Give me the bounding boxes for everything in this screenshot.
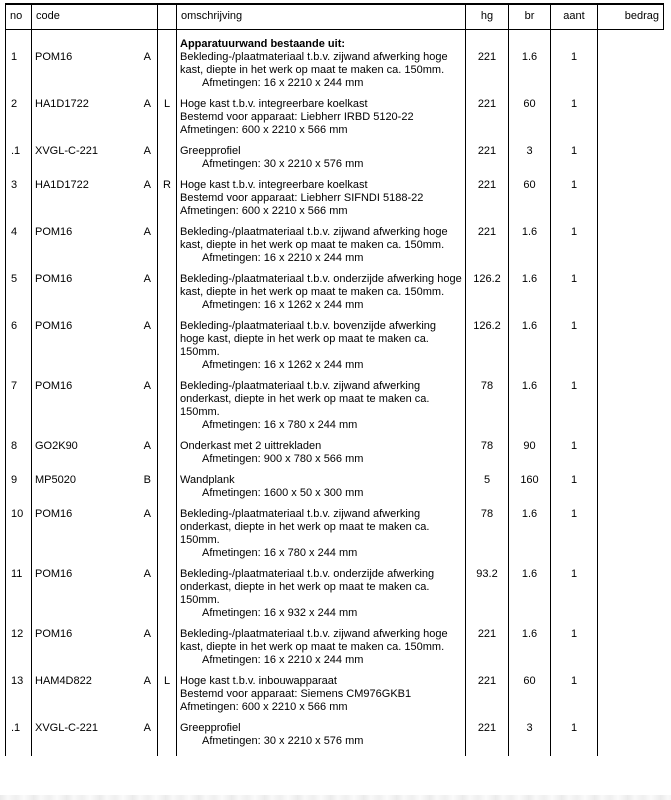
row-side-cell (158, 508, 177, 568)
col-header-hg: hg (466, 4, 509, 29)
row-variant-value: A (143, 627, 151, 640)
row-br-cell (509, 145, 551, 179)
table-row (6, 320, 664, 380)
row-no-cell (6, 226, 32, 273)
row-br-value: 1.6 (521, 567, 538, 580)
row-bedrag-cell (598, 145, 664, 179)
row-no-value: 2 (11, 97, 18, 110)
row-aant-value: 1 (570, 674, 578, 687)
row-bedrag-cell (598, 29, 664, 98)
row-bedrag-cell (598, 440, 664, 474)
row-hg-value: 221 (477, 721, 497, 734)
row-bedrag-cell (598, 179, 664, 226)
row-code-cell (32, 98, 158, 145)
row-hg-value: 221 (477, 97, 497, 110)
row-code-value: POM16 (35, 225, 73, 238)
row-no-value: 5 (11, 272, 18, 285)
row-side-cell (158, 145, 177, 179)
row-hg-value: 78 (480, 439, 494, 452)
table-header (6, 4, 664, 29)
row-aant-value: 1 (570, 144, 578, 157)
row-hg-cell (466, 474, 509, 508)
row-hg-value: 221 (477, 225, 497, 238)
row-no-value: 11 (11, 567, 23, 580)
row-code-cell (32, 320, 158, 380)
row-no-cell (6, 320, 32, 380)
row-hg-cell (466, 568, 509, 628)
row-bedrag-cell (598, 474, 664, 508)
row-side-cell (158, 29, 177, 98)
row-no-value: 9 (11, 473, 18, 486)
row-no-cell (6, 675, 32, 722)
row-hg-cell (466, 380, 509, 440)
col-header-aant: aant (551, 4, 598, 29)
description-line: Bekleding-/plaatmateriaal t.b.v. bovenzijde afwerking hoge kast, diepte in het werk op maat te maken ca. 150mm. (180, 319, 436, 358)
row-no-value: .1 (11, 144, 21, 157)
table-row (6, 474, 664, 508)
row-bedrag-cell (598, 568, 664, 628)
row-aant-value: 1 (570, 473, 578, 486)
row-no-value: 3 (11, 178, 18, 191)
row-aant-value: 1 (570, 379, 578, 392)
description-dimensions: Afmetingen: 16 x 932 x 244 mm (202, 606, 358, 619)
row-hg-value: 221 (477, 50, 497, 63)
description-dimensions: Afmetingen: 16 x 2210 x 244 mm (202, 251, 364, 264)
description-dimensions: Afmetingen: 16 x 1262 x 244 mm (202, 358, 364, 371)
description-line: Hoge kast t.b.v. integreerbare koelkast (180, 97, 368, 110)
row-code-cell (32, 722, 158, 756)
row-side-cell (158, 380, 177, 440)
row-br-value: 1.6 (521, 379, 538, 392)
col-header-no: no (6, 4, 32, 29)
row-code-value: GO2K90 (35, 439, 78, 452)
row-code-cell (32, 508, 158, 568)
description-dimensions: Afmetingen: 16 x 2210 x 244 mm (202, 653, 364, 666)
row-no-cell (6, 145, 32, 179)
row-hg-cell (466, 145, 509, 179)
row-code-cell (32, 179, 158, 226)
row-br-value: 160 (520, 473, 539, 486)
description-line: Afmetingen: 600 x 2210 x 566 mm (180, 204, 348, 217)
row-code-value: POM16 (35, 319, 73, 332)
row-br-cell (509, 675, 551, 722)
row-side-cell (158, 98, 177, 145)
row-bedrag-cell (598, 380, 664, 440)
row-code-cell (32, 273, 158, 320)
row-aant-value: 1 (570, 178, 578, 191)
scan-edge-artifact (0, 795, 671, 800)
description-line: Afmetingen: 600 x 2210 x 566 mm (180, 123, 348, 136)
description-line: Bestemd voor apparaat: Liebherr SIFNDI 5188-22 (180, 191, 424, 204)
description-line: Hoge kast t.b.v. integreerbare koelkast (180, 178, 368, 191)
description-line: Bekleding-/plaatmateriaal t.b.v. zijwand afwerking onderkast, diepte in het werk op maat te maken ca. 150mm. (180, 507, 430, 546)
description-dimensions: Afmetingen: 16 x 780 x 244 mm (202, 546, 358, 559)
row-hg-cell (466, 29, 509, 98)
items-table (5, 3, 664, 756)
row-br-value: 1.6 (521, 319, 538, 332)
row-description (177, 440, 466, 474)
row-side-cell (158, 273, 177, 320)
row-variant-value: A (143, 272, 151, 285)
description-dimensions: Afmetingen: 16 x 780 x 244 mm (202, 418, 358, 431)
table-row (6, 179, 664, 226)
row-side-cell (158, 226, 177, 273)
row-aant-cell (551, 380, 598, 440)
row-br-value: 60 (523, 97, 536, 110)
row-description (177, 226, 466, 273)
description-line: Greepprofiel (180, 144, 241, 157)
row-br-cell (509, 226, 551, 273)
description-line: Bestemd voor apparaat: Liebherr IRBD 5120-22 (180, 110, 414, 123)
row-variant-value: A (143, 144, 151, 157)
row-code-value: POM16 (35, 567, 73, 580)
row-br-cell (509, 440, 551, 474)
row-br-cell (509, 29, 551, 98)
row-hg-cell (466, 226, 509, 273)
row-variant-value: A (143, 379, 151, 392)
row-bedrag-cell (598, 320, 664, 380)
row-bedrag-cell (598, 273, 664, 320)
row-no-cell (6, 722, 32, 756)
row-code-cell (32, 474, 158, 508)
row-no-value: 12 (11, 627, 24, 640)
row-variant-value: A (143, 439, 151, 452)
row-code-value: POM16 (35, 507, 73, 520)
description-line: Bekleding-/plaatmateriaal t.b.v. zijwand afwerking hoge kast, diepte in het werk op maat te maken ca. 150mm. (180, 627, 448, 653)
row-aant-cell (551, 98, 598, 145)
row-no-value: 7 (11, 379, 18, 392)
row-hg-cell (466, 273, 509, 320)
row-no-value: .1 (11, 721, 21, 734)
row-hg-value: 78 (480, 379, 494, 392)
description-line: Afmetingen: 600 x 2210 x 566 mm (180, 700, 348, 713)
row-aant-value: 1 (570, 567, 578, 580)
row-br-value: 3 (526, 721, 533, 734)
row-description (177, 722, 466, 756)
row-hg-cell (466, 320, 509, 380)
table-row (6, 226, 664, 273)
row-description (177, 98, 466, 145)
row-code-value: POM16 (35, 627, 73, 640)
row-no-cell (6, 568, 32, 628)
row-bedrag-cell (598, 98, 664, 145)
row-aant-value: 1 (570, 319, 578, 332)
row-br-cell (509, 568, 551, 628)
row-aant-cell (551, 568, 598, 628)
table-row (6, 628, 664, 675)
row-code-value: XVGL-C-221 (35, 721, 98, 734)
row-bedrag-cell (598, 508, 664, 568)
row-bedrag-cell (598, 628, 664, 675)
row-no-cell (6, 380, 32, 440)
row-description (177, 675, 466, 722)
row-hg-cell (466, 440, 509, 474)
row-br-value: 1.6 (521, 50, 538, 63)
row-aant-value: 1 (570, 97, 578, 110)
table-body (6, 29, 664, 756)
row-no-cell (6, 508, 32, 568)
row-side-value: L (163, 674, 171, 687)
row-aant-value: 1 (570, 721, 578, 734)
row-br-value: 60 (523, 674, 536, 687)
row-aant-cell (551, 29, 598, 98)
row-side-cell (158, 320, 177, 380)
row-hg-cell (466, 179, 509, 226)
row-code-value: HA1D1722 (35, 97, 89, 110)
row-hg-value: 221 (477, 674, 497, 687)
row-br-value: 60 (523, 178, 536, 191)
row-no-value: 13 (11, 674, 24, 687)
row-variant-value: A (143, 97, 151, 110)
row-br-value: 1.6 (521, 507, 538, 520)
row-side-value: R (163, 178, 171, 191)
row-description (177, 145, 466, 179)
row-aant-cell (551, 675, 598, 722)
row-br-cell (509, 320, 551, 380)
description-dimensions: Afmetingen: 1600 x 50 x 300 mm (202, 486, 364, 499)
table-row (6, 675, 664, 722)
row-aant-cell (551, 508, 598, 568)
row-description (177, 474, 466, 508)
row-variant-value: A (143, 225, 151, 238)
row-code-value: POM16 (35, 50, 73, 63)
row-code-cell (32, 440, 158, 474)
row-description (177, 628, 466, 675)
row-hg-value: 221 (477, 178, 497, 191)
description-line: Bekleding-/plaatmateriaal t.b.v. zijwand afwerking onderkast, diepte in het werk op maat te maken ca. 150mm. (180, 379, 430, 418)
row-aant-cell (551, 722, 598, 756)
description-line: Greepprofiel (180, 721, 241, 734)
description-line: Onderkast met 2 uittrekladen (180, 439, 322, 452)
row-side-value: L (163, 97, 171, 110)
row-aant-cell (551, 474, 598, 508)
table-row (6, 380, 664, 440)
row-br-cell (509, 179, 551, 226)
row-description (177, 179, 466, 226)
row-hg-value: 5 (483, 473, 491, 486)
row-no-value: 4 (11, 225, 18, 238)
row-variant-value: A (143, 507, 151, 520)
row-aant-cell (551, 145, 598, 179)
row-br-cell (509, 628, 551, 675)
description-dimensions: Afmetingen: 16 x 1262 x 244 mm (202, 298, 364, 311)
row-br-value: 1.6 (521, 272, 538, 285)
row-code-value: HAM4D822 (35, 674, 92, 687)
row-bedrag-cell (598, 722, 664, 756)
row-code-cell (32, 380, 158, 440)
row-code-value: POM16 (35, 272, 73, 285)
row-side-cell (158, 474, 177, 508)
row-br-cell (509, 380, 551, 440)
row-aant-value: 1 (570, 627, 578, 640)
table-row (6, 29, 664, 98)
row-no-cell (6, 273, 32, 320)
row-br-cell (509, 722, 551, 756)
row-hg-value: 78 (480, 507, 494, 520)
row-aant-cell (551, 440, 598, 474)
row-aant-cell (551, 226, 598, 273)
row-side-cell (158, 675, 177, 722)
row-variant-value: A (143, 50, 151, 63)
description-line: Bekleding-/plaatmateriaal t.b.v. onderzijde afwerking hoge kast, diepte in het werk op maat te maken ca. 150mm. (180, 272, 462, 298)
row-aant-value: 1 (570, 50, 578, 63)
row-side-cell (158, 628, 177, 675)
row-no-cell (6, 440, 32, 474)
row-hg-value: 221 (477, 627, 497, 640)
row-description (177, 568, 466, 628)
row-br-value: 90 (523, 439, 536, 452)
row-no-value: 6 (11, 319, 18, 332)
table-row (6, 145, 664, 179)
col-header-br: br (509, 4, 551, 29)
row-br-value: 1.6 (521, 225, 538, 238)
row-description (177, 273, 466, 320)
row-no-value: 10 (11, 507, 24, 520)
row-aant-cell (551, 628, 598, 675)
row-br-cell (509, 273, 551, 320)
row-side-cell (158, 722, 177, 756)
row-side-cell (158, 440, 177, 474)
row-hg-value: 221 (477, 144, 497, 157)
row-aant-cell (551, 273, 598, 320)
row-aant-cell (551, 320, 598, 380)
row-bedrag-cell (598, 675, 664, 722)
row-aant-value: 1 (570, 225, 578, 238)
row-code-value: HA1D1722 (35, 178, 89, 191)
row-no-cell (6, 98, 32, 145)
row-hg-cell (466, 628, 509, 675)
table-row (6, 273, 664, 320)
row-variant-value: A (143, 721, 151, 734)
row-side-cell (158, 179, 177, 226)
table-row (6, 98, 664, 145)
col-header-side (158, 4, 177, 29)
table-row (6, 508, 664, 568)
row-code-cell (32, 226, 158, 273)
description-dimensions: Afmetingen: 16 x 2210 x 244 mm (202, 76, 364, 89)
row-hg-value: 126.2 (473, 319, 501, 332)
row-variant-value: A (143, 319, 151, 332)
description-line: Wandplank (180, 473, 235, 486)
description-line: Bekleding-/plaatmateriaal t.b.v. onderzijde afwerking onderkast, diepte in het werk op maat te maken ca. 150mm. (180, 567, 435, 606)
row-hg-value: 126.2 (473, 272, 501, 285)
row-code-cell (32, 628, 158, 675)
row-code-cell (32, 145, 158, 179)
row-code-value: XVGL-C-221 (35, 144, 98, 157)
col-header-code: code (32, 4, 158, 29)
description-line: Bestemd voor apparaat: Siemens CM976GKB1 (180, 687, 412, 700)
row-bedrag-cell (598, 226, 664, 273)
row-hg-cell (466, 98, 509, 145)
row-aant-cell (551, 179, 598, 226)
row-code-value: MP5020 (35, 473, 76, 486)
row-aant-value: 1 (570, 507, 578, 520)
description-line: Bekleding-/plaatmateriaal t.b.v. zijwand afwerking hoge kast, diepte in het werk op maat te maken ca. 150mm. (180, 50, 448, 76)
col-header-omschrijving: omschrijving (177, 4, 466, 29)
table-row (6, 568, 664, 628)
row-variant-value: A (143, 674, 151, 687)
table-row (6, 440, 664, 474)
row-hg-cell (466, 675, 509, 722)
row-code-value: POM16 (35, 379, 73, 392)
row-br-value: 3 (526, 144, 533, 157)
row-aant-value: 1 (570, 439, 578, 452)
row-description (177, 29, 466, 98)
row-br-cell (509, 474, 551, 508)
row-no-value: 8 (11, 439, 18, 452)
row-description (177, 320, 466, 380)
description-dimensions: Afmetingen: 30 x 2210 x 576 mm (202, 157, 364, 170)
row-side-cell (158, 568, 177, 628)
row-br-cell (509, 98, 551, 145)
row-no-cell (6, 29, 32, 98)
description-dimensions: Afmetingen: 900 x 780 x 566 mm (202, 452, 364, 465)
row-code-cell (32, 568, 158, 628)
row-no-cell (6, 474, 32, 508)
description-line: Bekleding-/plaatmateriaal t.b.v. zijwand afwerking hoge kast, diepte in het werk op maat te maken ca. 150mm. (180, 225, 448, 251)
row-no-cell (6, 628, 32, 675)
description-line: Hoge kast t.b.v. inbouwapparaat (180, 674, 337, 687)
row-no-cell (6, 179, 32, 226)
row-code-cell (32, 29, 158, 98)
description-dimensions: Afmetingen: 30 x 2210 x 576 mm (202, 734, 364, 747)
col-header-bedrag: bedrag (598, 4, 664, 29)
row-description (177, 380, 466, 440)
table-header-row (6, 4, 664, 29)
row-br-cell (509, 508, 551, 568)
row-variant-value: A (143, 178, 151, 191)
row-hg-cell (466, 508, 509, 568)
row-br-value: 1.6 (521, 627, 538, 640)
row-aant-value: 1 (570, 272, 578, 285)
row-variant-value: A (143, 567, 151, 580)
row-code-cell (32, 675, 158, 722)
row-description (177, 508, 466, 568)
row-hg-value: 93.2 (476, 567, 498, 580)
description-heading: Apparatuurwand bestaande uit: (180, 37, 346, 50)
row-hg-cell (466, 722, 509, 756)
row-no-value: 1 (11, 50, 18, 63)
table-row (6, 722, 664, 756)
row-variant-value: B (143, 473, 151, 486)
